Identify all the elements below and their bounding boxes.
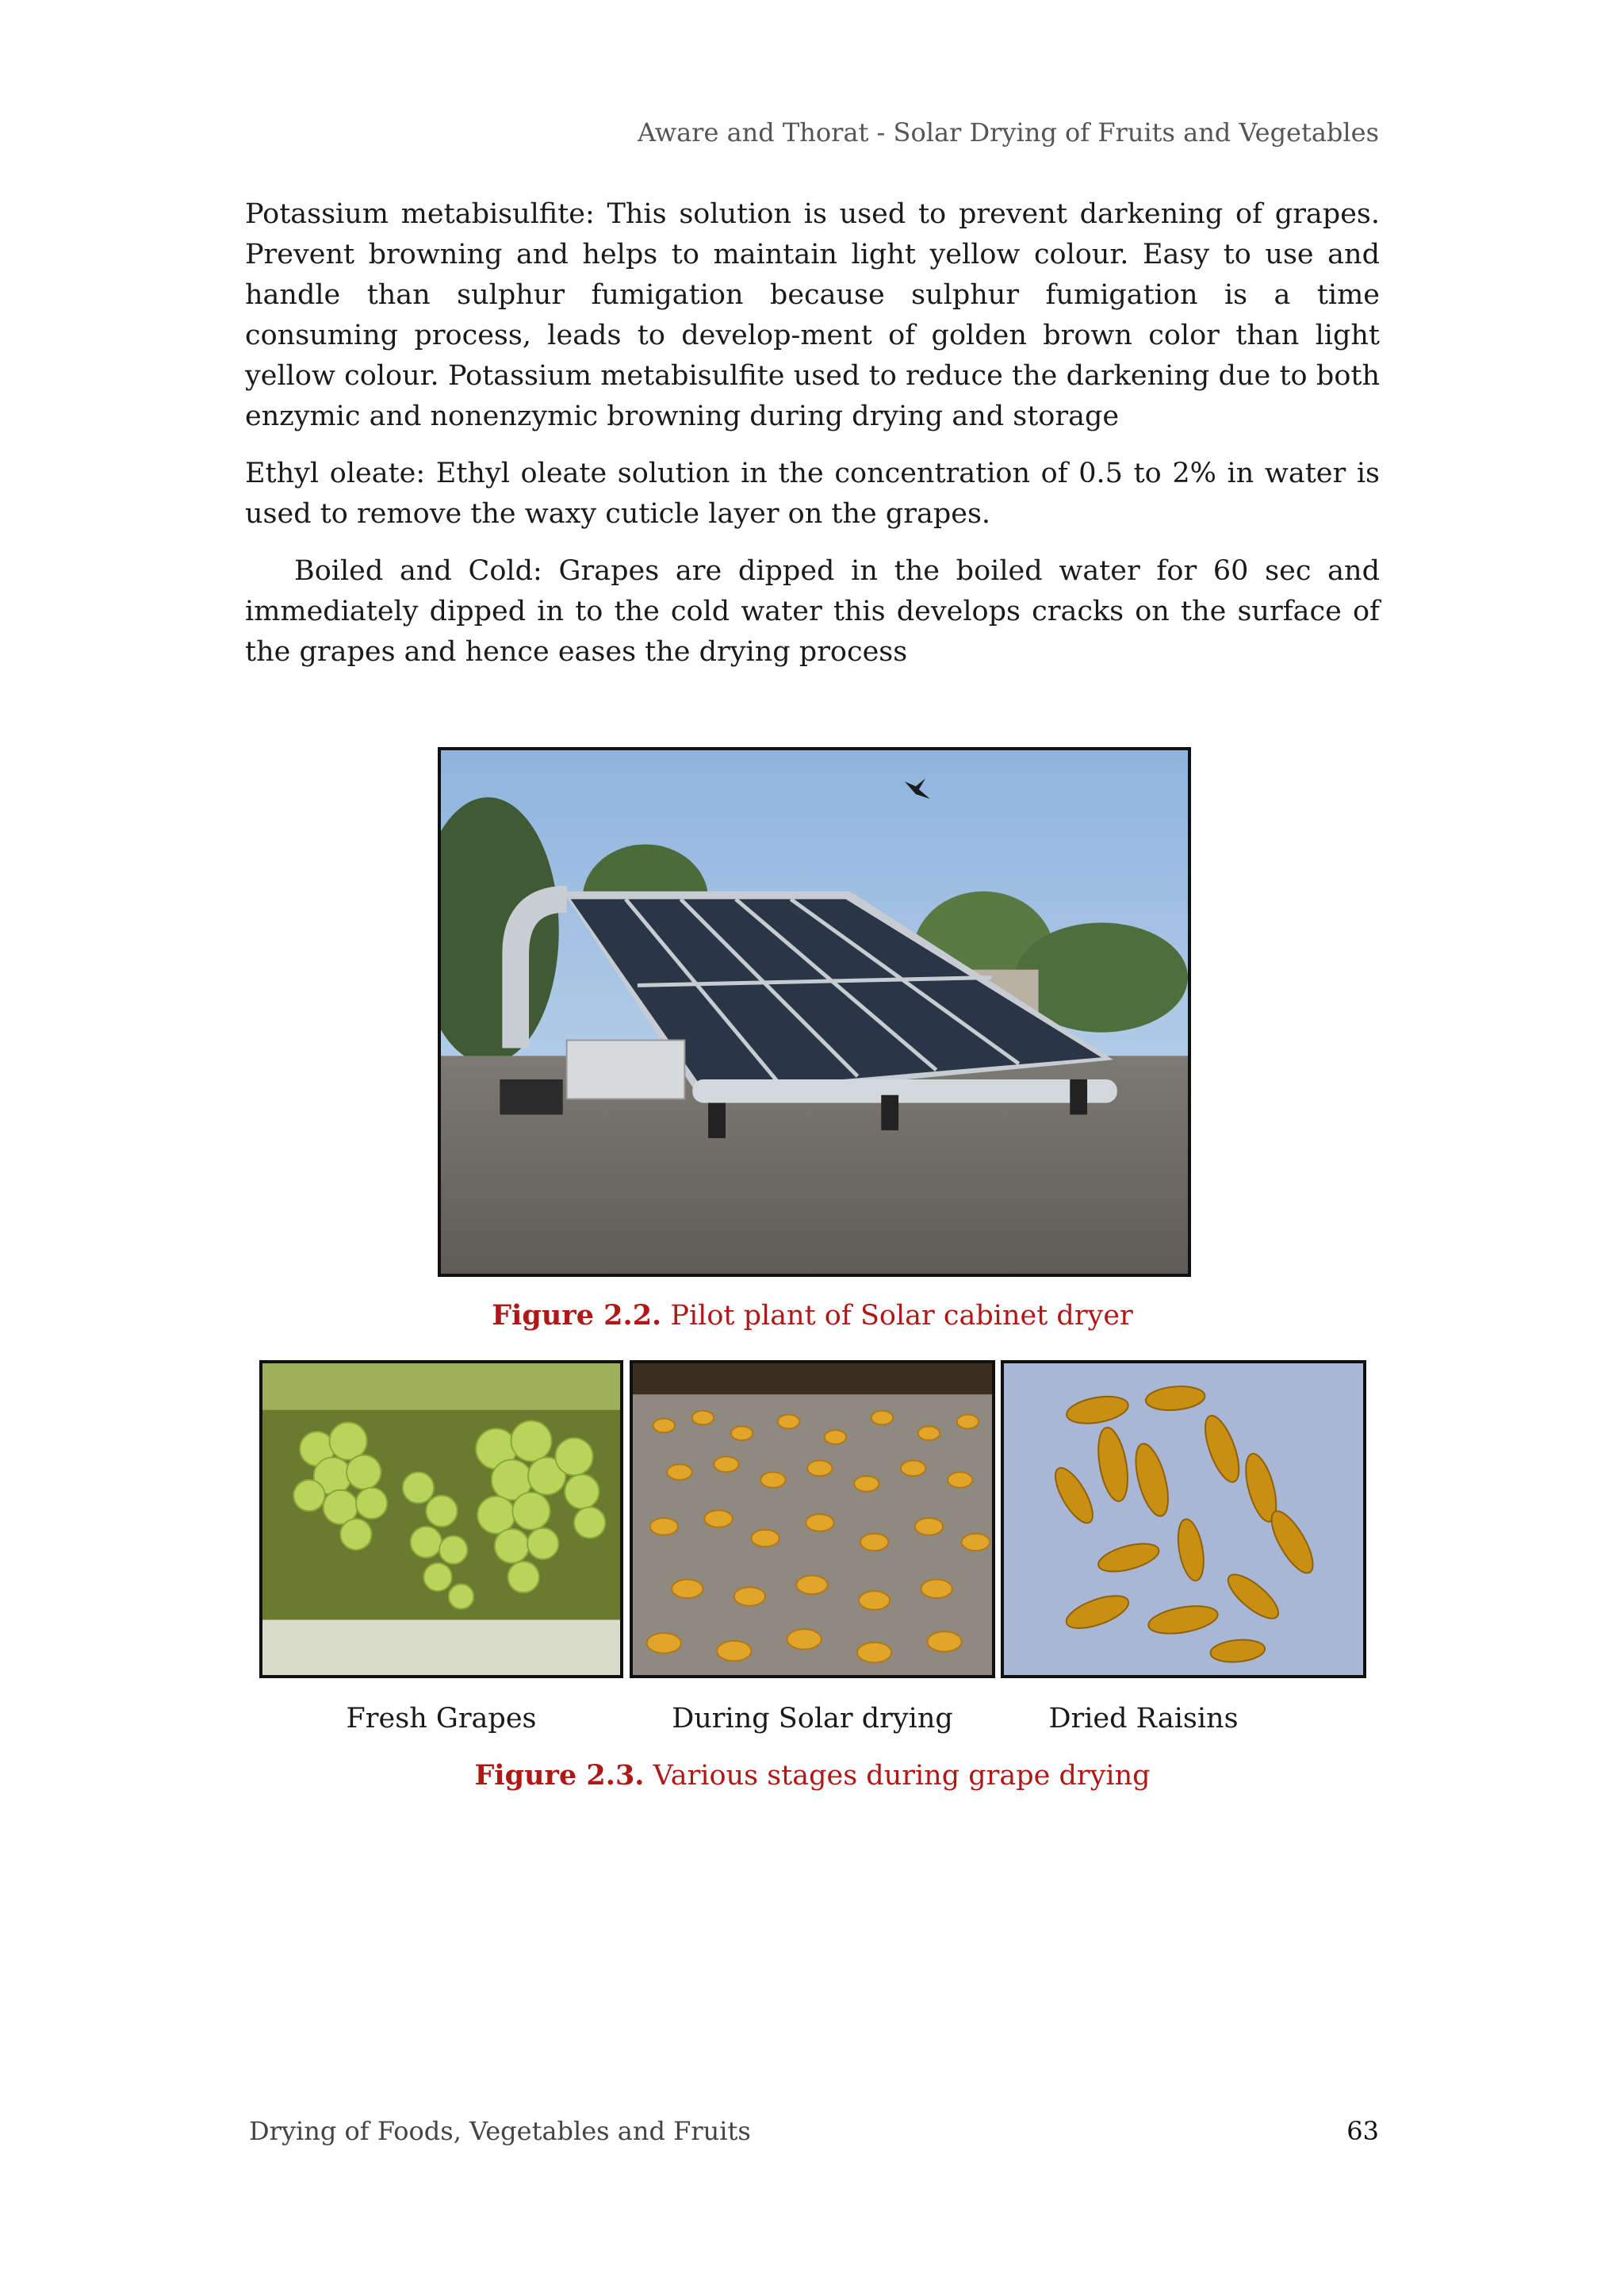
- fresh-grapes-photo: [259, 1360, 623, 1678]
- figure-2-3-caption: [245, 1759, 1380, 1792]
- running-header: Aware and Thorat - Solar Drying of Fruits and Vegetables: [638, 117, 1379, 148]
- running-footer: Drying of Foods, Vegetables and Fruits: [249, 2116, 751, 2146]
- page-number: 63: [1346, 2116, 1379, 2146]
- label-during-solar-drying: During Solar drying: [672, 1703, 953, 1734]
- figure-2-2-caption: [245, 1299, 1380, 1332]
- body-text: [245, 194, 1380, 689]
- solar-drying-grapes-photo: [630, 1360, 995, 1678]
- label-fresh-grapes: Fresh Grapes: [346, 1703, 537, 1734]
- figure-2-3-caption-text: Various stages during grape drying: [653, 1760, 1151, 1792]
- figure-2-2-number: Figure 2.2.: [492, 1299, 662, 1332]
- figure-2-3-number: Figure 2.3.: [474, 1759, 645, 1792]
- label-dried-raisins: Dried Raisins: [1048, 1703, 1239, 1734]
- paragraph-potassium-metabisulfite: Potassium metabisulfite: This solution is used to prevent darkening of grapes. Prevent browning and helps to maintain light yellow colour. Easy to use and handle than sulphur fumigation because sulphur fumigation is a time consuming process, leads to develop-ment of golden brown color than light yellow colour. Potassium metabisulfite used to reduce the darkening due to both enzymic and nonenzymic browning during drying and storage: [245, 198, 1380, 432]
- paragraph-ethyl-oleate: Ethyl oleate: Ethyl oleate solution in the concentration of 0.5 to 2% in water is used to remove the waxy cuticle layer on the grapes.: [245, 458, 1380, 530]
- paragraph-boiled-and-cold: Boiled and Cold: Grapes are dipped in the boiled water for 60 sec and immediately dipped in to the cold water this develops cracks on the surface of the grapes and hence eases the drying process: [245, 555, 1380, 668]
- solar-dryer-photo: [438, 747, 1191, 1277]
- figure-2-2-caption-text: Pilot plant of Solar cabinet dryer: [670, 1300, 1133, 1332]
- dried-raisins-photo: [1001, 1360, 1366, 1678]
